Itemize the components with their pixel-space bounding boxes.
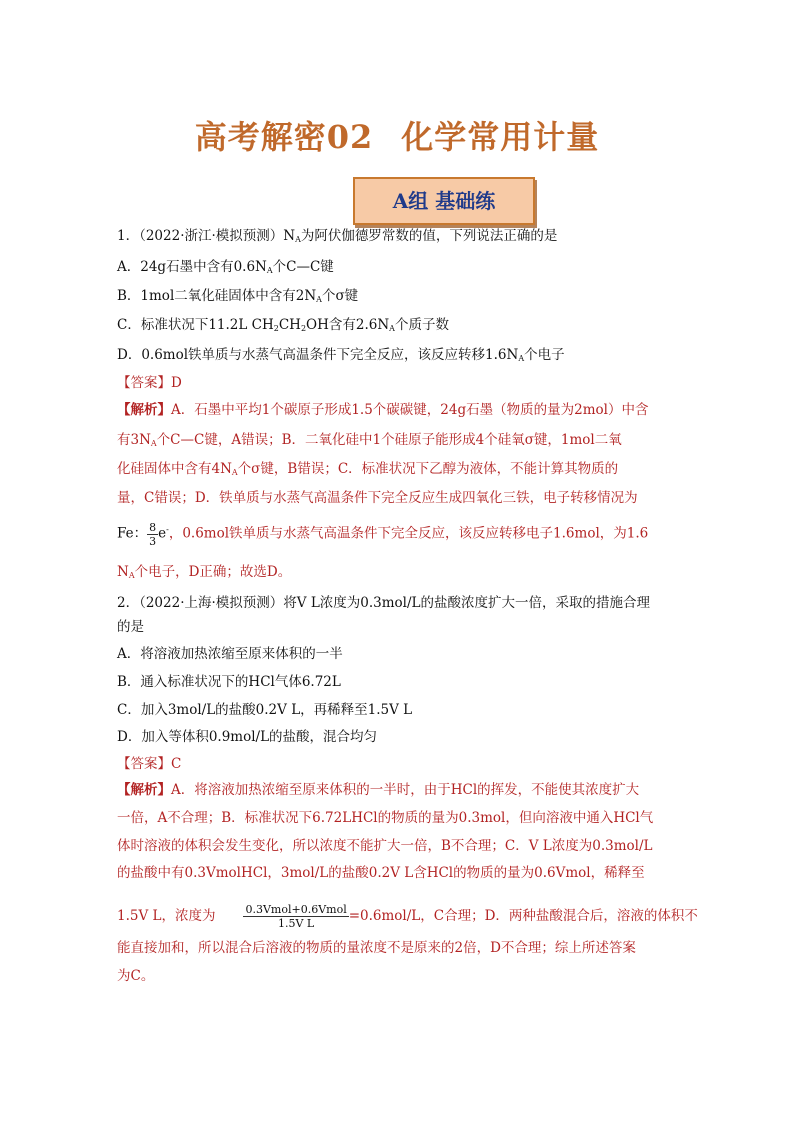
- q2-stem-line-1: 2．（2022·上海·模拟预测）将V L浓度为0.3mol/L的盐酸浓度扩大一倍，采取的措施合理: [117, 595, 651, 611]
- na-symbol: $N_A$: [283, 228, 301, 244]
- q2-answer: 【答案】C: [117, 756, 182, 772]
- q1-answer: 【答案】D: [117, 375, 182, 391]
- q2-option-b: B．通入标准状况下的HCl气体6.72L: [117, 674, 341, 690]
- concentration-fraction: $\frac{\text{0.3Vmol+0.6Vmol}}{\text{1.5V L}}$: [245, 903, 347, 930]
- q1-option-b: B．1mol二氧化硅固体中含有$2N_A$个σ键: [117, 288, 359, 304]
- q2-analysis-line-3: 体时溶液的体积会发生变化，所以浓度不能扩大一倍，B不合理；C．V L浓度为0.3mol/L: [117, 838, 653, 854]
- q1-analysis-line-6: $N_A$个电子，D正确；故选D。: [117, 564, 292, 580]
- q2-analysis-line-6: 能直接加和，所以混合后溶液的物质的量浓度不是原来的2倍，D不合理；综上所述答案: [117, 940, 636, 956]
- q1-analysis-line-2: 有$3N_A$个C—C键，A错误；B．二氧化硅中1个硅原子能形成4个硅氧σ键，1mol二氧: [117, 432, 622, 448]
- q1-analysis-line-5: Fe： $\frac{8}{3}$ e-，0.6mol铁单质与水蒸气高温条件下完全反应，该反应转移电子1.6mol，为1.6: [117, 520, 649, 548]
- q2-analysis-line-2: 一倍，A不合理；B．标准状况下6.72LHCl的物质的量为0.3mol，但向溶液中通入HCl气: [117, 810, 654, 826]
- q2-option-a: A．将溶液加热浓缩至原来体积的一半: [117, 646, 343, 662]
- q1-option-d: D．0.6mol铁单质与水蒸气高温条件下完全反应，该反应转移$1.6N_A$个电子: [117, 347, 565, 363]
- q2-analysis-line-1: 【解析】A．将溶液加热浓缩至原来体积的一半时，由于HCl的挥发，不能使其浓度扩大: [117, 782, 640, 798]
- q1-analysis-line-1: 【解析】A．石墨中平均1个碳原子形成1.5个碳碳键，24g石墨（物质的量为2mol）中含: [117, 402, 649, 418]
- electron-fraction: $\frac{8}{3}$: [149, 520, 157, 548]
- q1-analysis-line-4: 量，C错误；D．铁单质与水蒸气高温条件下完全反应生成四氧化三铁，电子转移情况为: [117, 490, 638, 506]
- q2-analysis-line-4: 的盐酸中有0.3VmolHCl，3mol/L的盐酸0.2V L含HCl的物质的量为0.6Vmol，稀释至: [117, 865, 645, 881]
- q2-option-c: C．加入3mol/L的盐酸0.2V L，再稀释至1.5V L: [117, 702, 413, 718]
- q2-analysis-line-7: 为C。: [117, 968, 155, 984]
- page-title: 高考解密02 化学常用计量: [194, 118, 600, 156]
- q2-stem-line-2: 的是: [117, 619, 144, 635]
- q2-option-d: D．加入等体积0.9mol/L的盐酸，混合均匀: [117, 729, 378, 745]
- q1-option-c: C．标准状况下11.2L $CH_2CH_2OH$含有$2.6N_A$个质子数: [117, 317, 449, 333]
- q1-option-a: A．24g石墨中含有$0.6N_A$个C—C键: [117, 259, 334, 275]
- q2-analysis-line-5: 1.5V L，浓度为 $\frac{\text{0.3Vmol+0.6Vmol}}{\text{1.5V L}}$ =0.6mol/L，C合理；D．两种盐酸混合后，溶液的体积不: [117, 903, 698, 930]
- q1-analysis-line-3: 化硅固体中含有$4N_A$个σ键，B错误；C．标准状况下乙醇为液体，不能计算其物质的: [117, 461, 619, 477]
- q1-stem: 1．（2022·浙江·模拟预测）$N_A$为阿伏伽德罗常数的值，下列说法正确的是: [117, 228, 558, 244]
- group-label: A组 基础练: [392, 189, 496, 213]
- group-label-box: [353, 177, 535, 225]
